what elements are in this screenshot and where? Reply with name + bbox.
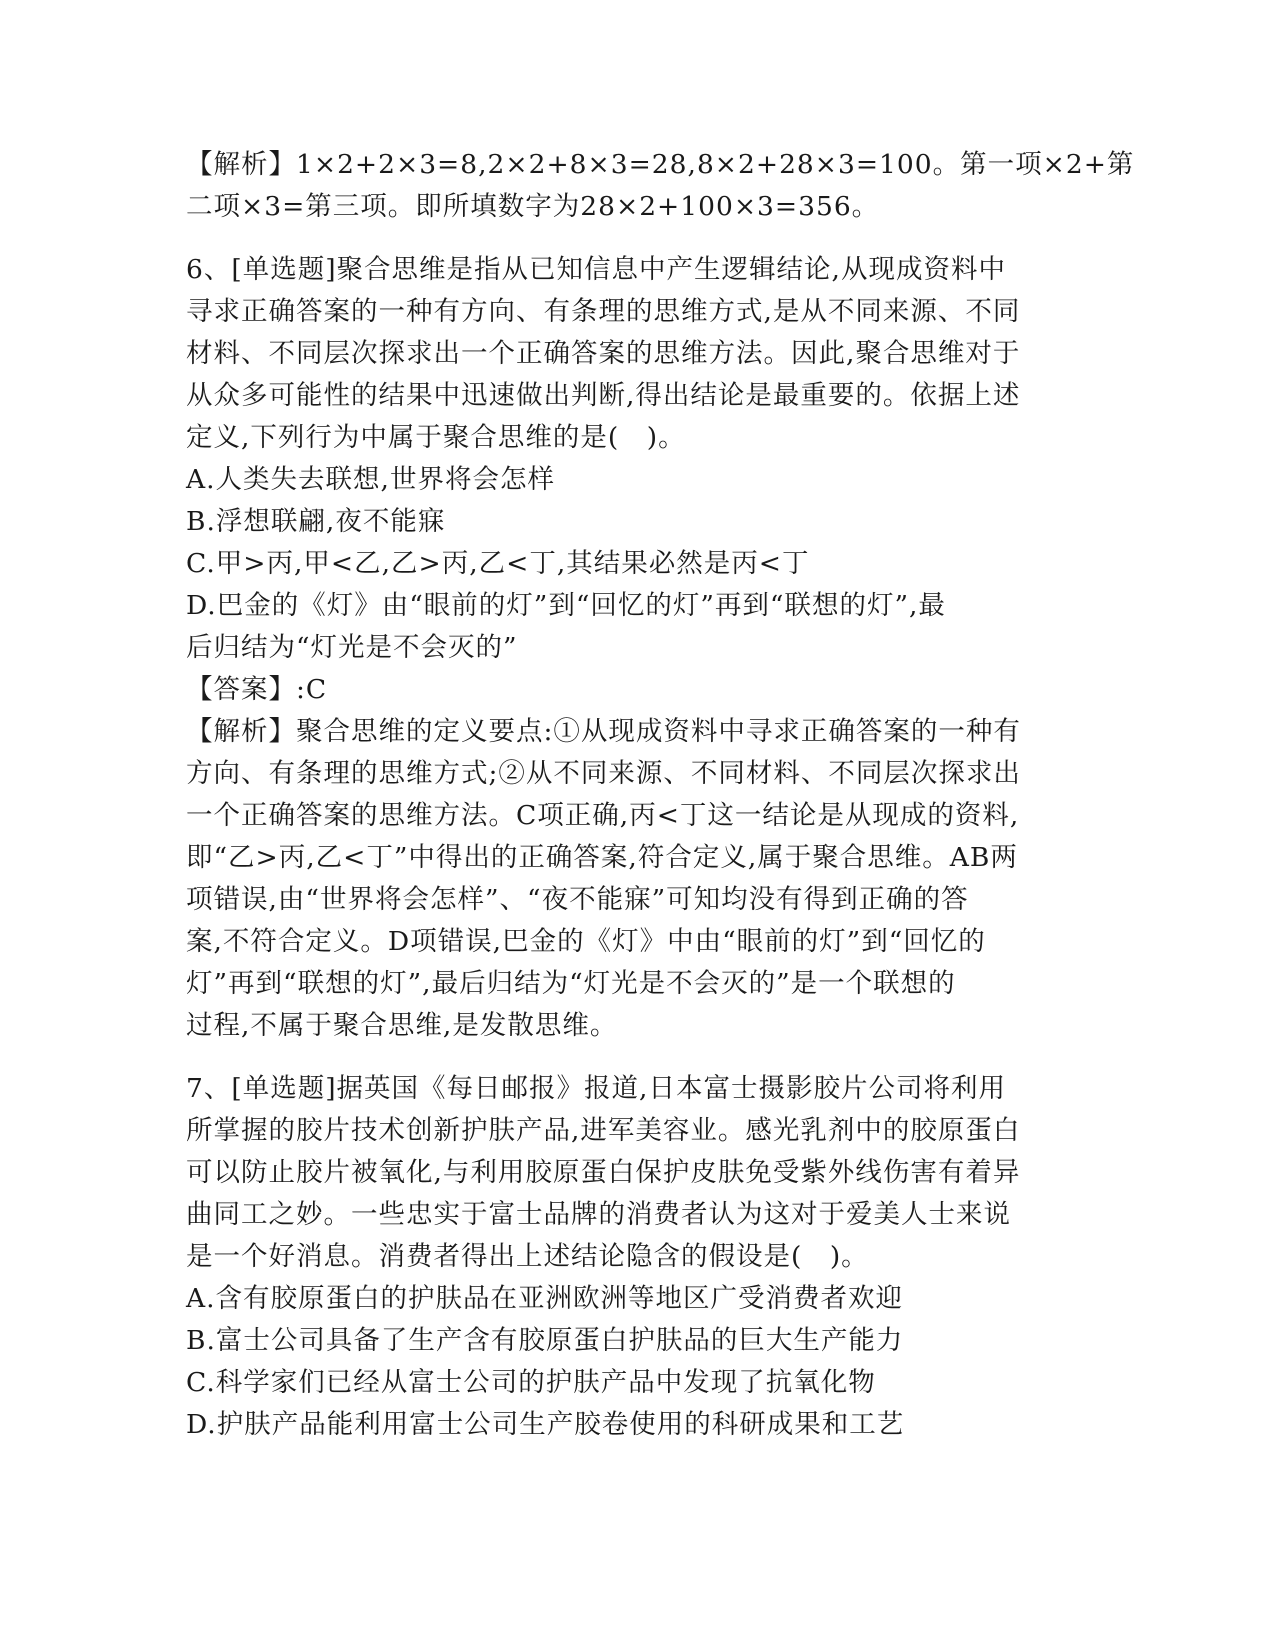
analysis-line: 【解析】聚合思维的定义要点:①从现成资料中寻求正确答案的一种有 [186,716,1021,747]
stem-line: 所掌握的胶片技术创新护肤产品,进军美容业。感光乳剂中的胶原蛋白 [186,1115,1021,1146]
option-d-line: D.巴金的《灯》由“眼前的灯”到“回忆的灯”再到“联想的灯”,最 [186,590,946,621]
option-d-line: 后归结为“灯光是不会灭的” [186,632,518,663]
stem-line: 是一个好消息。消费者得出上述结论隐含的假设是( )。 [186,1241,869,1272]
analysis-line: 灯”再到“联想的灯”,最后归结为“灯光是不会灭的”是一个联想的 [186,968,956,999]
option-d: D.护肤产品能利用富士公司生产胶卷使用的科研成果和工艺 [186,1409,905,1440]
analysis-line: 一个正确答案的思维方法。C项正确,丙<丁这一结论是从现成的资料, [186,800,1020,831]
stem-line: 可以防止胶片被氧化,与利用胶原蛋白保护皮肤免受紫外线伤害有着异 [186,1157,1021,1188]
option-c: C.甲>丙,甲<乙,乙>丙,乙<丁,其结果必然是丙<丁 [186,548,810,579]
analysis-line: 【解析】1×2+2×3=8,2×2+8×3=28,8×2+28×3=100。第一项×2+第 [186,149,1135,180]
question-stem [186,1068,1086,1278]
analysis-line: 即“乙>丙,乙<丁”中得出的正确答案,符合定义,属于聚合思维。AB两 [186,842,1018,873]
analysis [186,711,1086,1047]
option-d [186,585,1086,669]
option-c: C.科学家们已经从富士公司的护肤产品中发现了抗氧化物 [186,1367,876,1398]
option-a: A.人类失去联想,世界将会怎样 [186,464,555,495]
document-page [186,144,1135,1446]
q5-analysis [186,144,1135,228]
analysis-line: 项错误,由“世界将会怎样”、“夜不能寐”可知均没有得到正确的答 [186,884,969,915]
answer: 【答案】:C [186,674,328,705]
stem-line: 曲同工之妙。一些忠实于富士品牌的消费者认为这对于爱美人士来说 [186,1199,1011,1230]
analysis-line: 方向、有条理的思维方式;②从不同来源、不同材料、不同层次探求出 [186,758,1021,789]
option-b: B.富士公司具备了生产含有胶原蛋白护肤品的巨大生产能力 [186,1325,904,1356]
stem-line: 定义,下列行为中属于聚合思维的是( )。 [186,422,686,453]
analysis-line: 案,不符合定义。D项错误,巴金的《灯》中由“眼前的灯”到“回忆的 [186,926,986,957]
question-stem [186,249,1086,459]
analysis-line: 过程,不属于聚合思维,是发散思维。 [186,1010,618,1041]
analysis-line: 二项×3=第三项。即所填数字为28×2+100×3=356。 [186,191,880,222]
stem-line: 7、[单选题]据英国《每日邮报》报道,日本富士摄影胶片公司将利用 [186,1073,1006,1104]
stem-line: 材料、不同层次探求出一个正确答案的思维方法。因此,聚合思维对于 [186,338,1021,369]
stem-line: 从众多可能性的结果中迅速做出判断,得出结论是最重要的。依据上述 [186,380,1021,411]
stem-line: 6、[单选题]聚合思维是指从已知信息中产生逻辑结论,从现成资料中 [186,254,1006,285]
question-7 [186,1068,1086,1446]
option-b: B.浮想联翩,夜不能寐 [186,506,446,537]
option-a: A.含有胶原蛋白的护肤品在亚洲欧洲等地区广受消费者欢迎 [186,1283,904,1314]
stem-line: 寻求正确答案的一种有方向、有条理的思维方式,是从不同来源、不同 [186,296,1021,327]
question-6 [186,249,1086,1047]
